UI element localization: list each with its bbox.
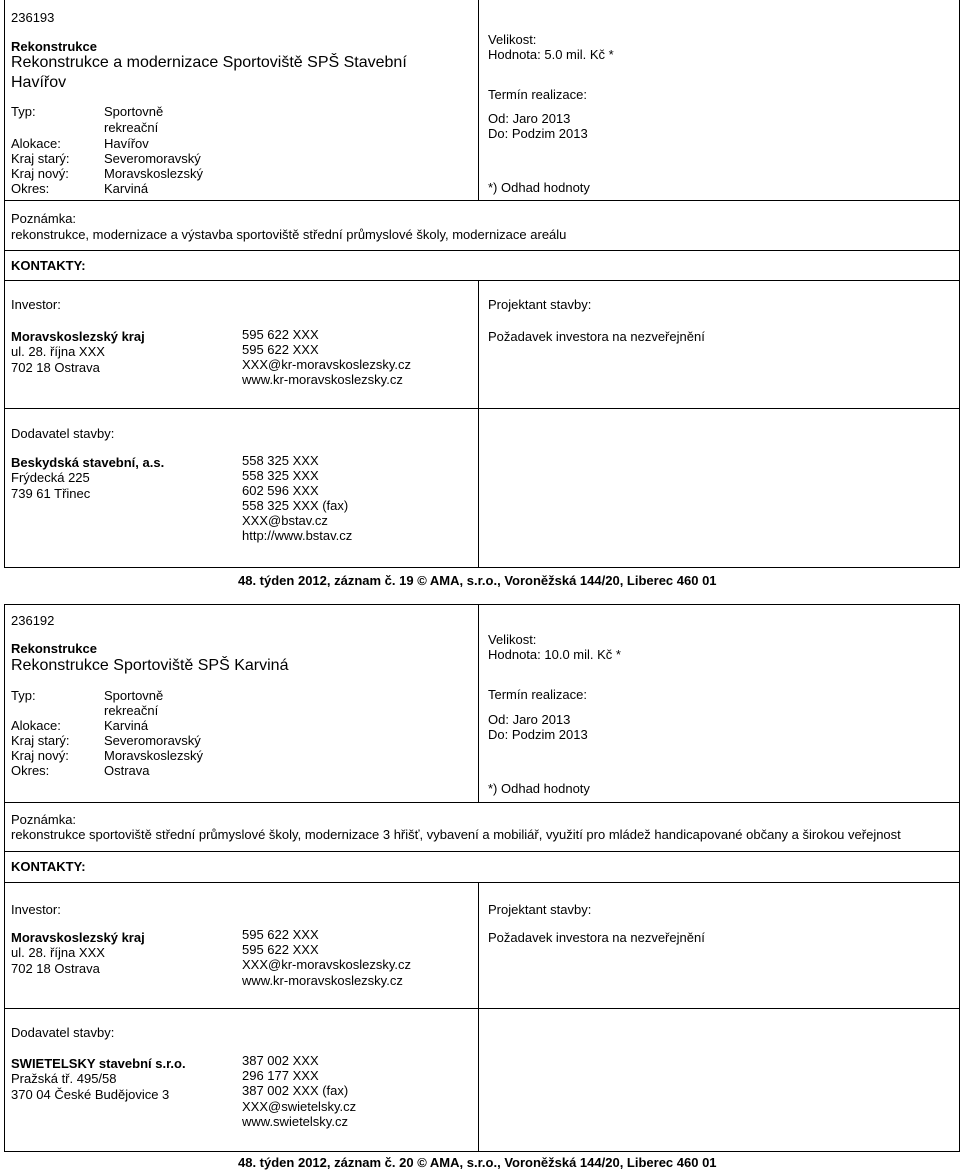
record-title: Rekonstrukce a modernizace Sportoviště SPŠ Stavební [11,54,407,71]
alokace-value: Karviná [104,718,149,733]
investor-phone: 595 622 XXX [242,927,319,942]
kraj-novy-value: Moravskoslezský [104,748,203,763]
termin-od: Od: Jaro 2013 [488,111,571,126]
kontakty-bottom-line [4,882,960,883]
header-divider [478,604,479,802]
projektant-value: Požadavek investora na nezveřejnění [488,329,705,344]
dodavatel-label: Dodavatel stavby: [11,426,115,441]
investor-email[interactable]: XXX@kr-moravskoslezsky.cz [242,357,411,372]
record-footer: 48. týden 2012, záznam č. 20 © AMA, s.r.o., Voroněžská 144/20, Liberec 460 01 [238,1155,717,1170]
kraj-novy-label: Kraj nový: [11,166,69,181]
velikost-label: Velikost: [488,632,537,647]
dodavatel-label: Dodavatel stavby: [11,1025,115,1040]
kraj-stary-label: Kraj starý: [11,151,70,166]
record-title-cont: Havířov [11,74,67,91]
termin-label: Termín realizace: [488,687,587,702]
typ-label: Typ: [11,104,36,119]
supplier-divider [478,408,479,568]
record-id: 236192 [11,613,55,628]
poznamka-label: Poznámka: [11,812,77,827]
contacts-divider [478,280,479,408]
contacts-divider [478,882,479,1008]
dodavatel-address-city: 370 04 České Budějovice 3 [11,1087,170,1102]
dodavatel-phone: 558 325 XXX [242,453,319,468]
record-id: 236193 [11,10,55,25]
dodavatel-name: Beskydská stavební, a.s. [11,455,165,470]
hodnota-value: Hodnota: 5.0 mil. Kč * [488,47,614,62]
investor-phone: 595 622 XXX [242,942,319,957]
okres-value: Ostrava [104,763,150,778]
okres-label: Okres: [11,181,50,196]
okres-label: Okres: [11,763,50,778]
typ-value-cont: rekreační [104,120,159,135]
investor-address-city: 702 18 Ostrava [11,961,100,976]
investor-web-link[interactable]: www.kr-moravskoslezsky.cz [242,372,403,387]
record-category: Rekonstrukce [11,39,97,54]
kontakty-bottom-line [4,280,960,281]
investor-phone: 595 622 XXX [242,342,319,357]
header-divider [478,0,479,200]
projektant-value: Požadavek investora na nezveřejnění [488,930,705,945]
poznamka-text: rekonstrukce sportoviště střední průmyslové školy, modernizace 3 hřišť, vybavení a mobiliář, využití pro mládež handicapované občany a širokou veřejnost [11,827,901,842]
kraj-stary-label: Kraj starý: [11,733,70,748]
kontakty-heading: KONTAKTY: [11,258,86,273]
supplier-divider [478,1008,479,1152]
poznamka-label: Poznámka: [11,211,77,226]
typ-value: Sportovně [104,688,164,703]
dodavatel-name: SWIETELSKY stavební s.r.o. [11,1056,186,1071]
investor-name: Moravskoslezský kraj [11,329,145,344]
dodavatel-address: Frýdecká 225 [11,470,90,485]
record-category: Rekonstrukce [11,641,97,656]
dodavatel-phone: 558 325 XXX [242,468,319,483]
termin-od: Od: Jaro 2013 [488,712,571,727]
investor-label: Investor: [11,297,61,312]
dodavatel-web-link[interactable]: http://www.bstav.cz [242,528,353,543]
record-frame [4,0,960,568]
dodavatel-address: Pražská tř. 495/58 [11,1071,117,1086]
typ-value-cont: rekreační [104,703,159,718]
dodavatel-phone: 387 002 XXX [242,1053,319,1068]
typ-label: Typ: [11,688,36,703]
kraj-novy-value: Moravskoslezský [104,166,203,181]
investor-address: ul. 28. října XXX [11,945,105,960]
notes-bottom-line [4,250,960,251]
okres-value: Karviná [104,181,149,196]
alokace-label: Alokace: [11,136,61,151]
investor-email[interactable]: XXX@kr-moravskoslezsky.cz [242,957,411,972]
kraj-stary-value: Severomoravský [104,151,201,166]
termin-label: Termín realizace: [488,87,587,102]
alokace-value: Havířov [104,136,149,151]
projektant-label: Projektant stavby: [488,297,592,312]
dodavatel-address-city: 739 61 Třinec [11,486,91,501]
investor-phone: 595 622 XXX [242,327,319,342]
investor-name: Moravskoslezský kraj [11,930,145,945]
investor-address: ul. 28. října XXX [11,344,105,359]
alokace-label: Alokace: [11,718,61,733]
odhad-note: *) Odhad hodnoty [488,781,590,796]
typ-value: Sportovně [104,104,164,119]
dodavatel-email[interactable]: XXX@bstav.cz [242,513,328,528]
notes-bottom-line [4,851,960,852]
dodavatel-email[interactable]: XXX@swietelsky.cz [242,1099,357,1114]
record-title: Rekonstrukce Sportoviště SPŠ Karviná [11,657,289,674]
header-bottom-line [4,802,960,803]
investor-bottom-line [4,408,960,409]
termin-do: Do: Podzim 2013 [488,727,588,742]
dodavatel-fax: 387 002 XXX (fax) [242,1083,349,1098]
investor-bottom-line [4,1008,960,1009]
projektant-label: Projektant stavby: [488,902,592,917]
kraj-novy-label: Kraj nový: [11,748,69,763]
odhad-note: *) Odhad hodnoty [488,180,590,195]
kontakty-heading: KONTAKTY: [11,859,86,874]
termin-do: Do: Podzim 2013 [488,126,588,141]
dodavatel-fax: 558 325 XXX (fax) [242,498,349,513]
hodnota-value: Hodnota: 10.0 mil. Kč * [488,647,621,662]
investor-label: Investor: [11,902,61,917]
dodavatel-web-link[interactable]: www.swietelsky.cz [242,1114,348,1129]
header-bottom-line [4,200,960,201]
dodavatel-phone: 602 596 XXX [242,483,319,498]
kraj-stary-value: Severomoravský [104,733,201,748]
investor-address-city: 702 18 Ostrava [11,360,100,375]
velikost-label: Velikost: [488,32,537,47]
investor-web-link[interactable]: www.kr-moravskoslezsky.cz [242,973,403,988]
record-footer: 48. týden 2012, záznam č. 19 © AMA, s.r.o., Voroněžská 144/20, Liberec 460 01 [238,573,717,588]
dodavatel-phone: 296 177 XXX [242,1068,319,1083]
poznamka-text: rekonstrukce, modernizace a výstavba sportoviště střední průmyslové školy, modernizace areálu [11,227,567,242]
